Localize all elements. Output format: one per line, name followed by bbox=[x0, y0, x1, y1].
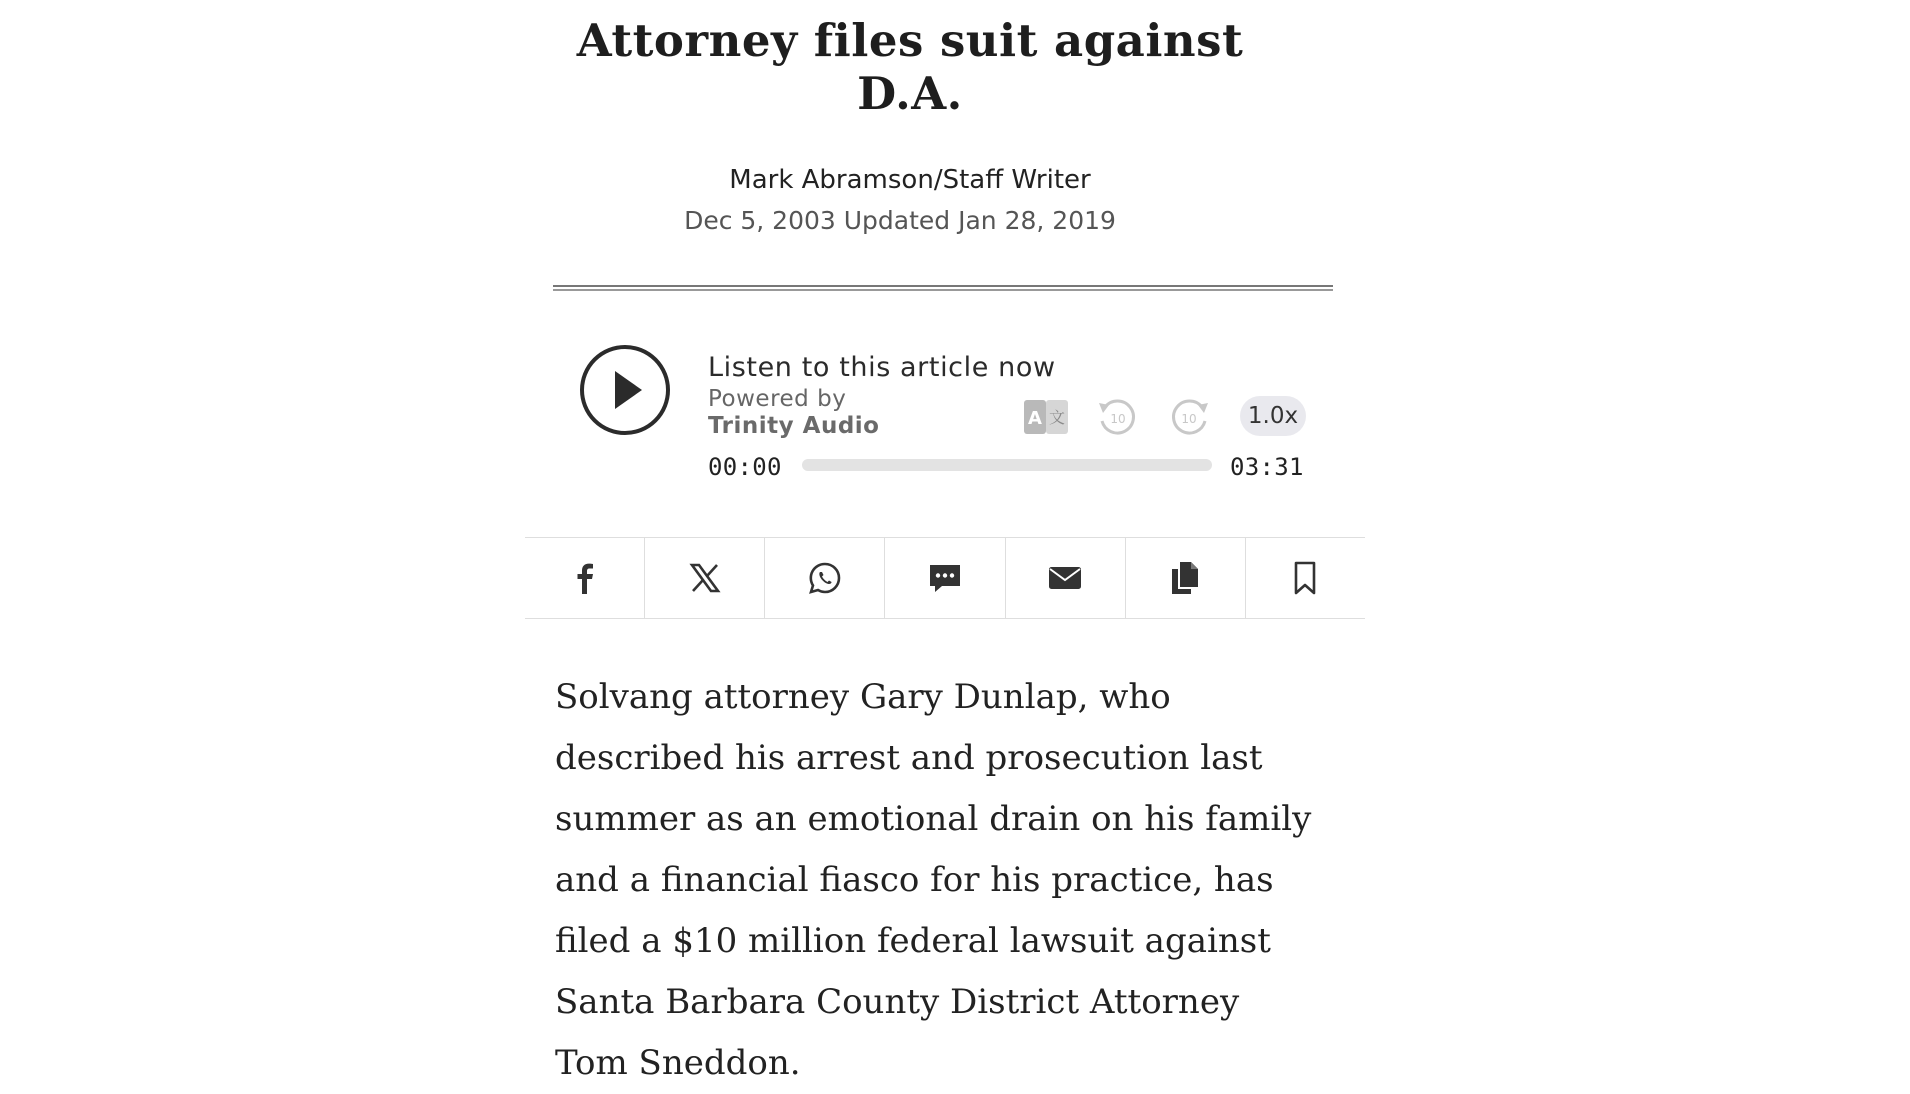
svg-text:10: 10 bbox=[1181, 412, 1197, 426]
header-divider bbox=[553, 285, 1333, 291]
progress-bar[interactable] bbox=[802, 459, 1212, 471]
svg-text:A: A bbox=[1028, 408, 1042, 429]
rewind-10-icon bbox=[1095, 395, 1139, 439]
article-byline[interactable]: Mark Abramson/Staff Writer bbox=[729, 165, 1091, 195]
share-email-button[interactable] bbox=[1006, 538, 1126, 618]
facebook-icon bbox=[567, 560, 603, 596]
article-headline: Attorney files suit against D.A. bbox=[576, 14, 1244, 120]
copy-link-button[interactable] bbox=[1126, 538, 1246, 618]
audio-player bbox=[580, 345, 1315, 485]
player-title: Listen to this article now bbox=[708, 352, 1056, 383]
translate-icon bbox=[1022, 397, 1070, 437]
copy-icon bbox=[1167, 560, 1203, 596]
share-whatsapp-button[interactable] bbox=[765, 538, 885, 618]
play-icon bbox=[584, 349, 666, 431]
sms-icon bbox=[927, 560, 963, 596]
playback-speed-button[interactable]: 1.0x bbox=[1240, 396, 1306, 436]
article-body: Solvang attorney Gary Dunlap, who described his arrest and prosecution last summer as an emotional drain on his family and a financial fiasco for his practice, has filed a $10 million federal lawsuit against Santa Barbara County District Attorney Tom Sneddon. bbox=[555, 677, 1312, 1083]
powered-by-label: Powered by bbox=[708, 386, 847, 412]
share-sms-button[interactable] bbox=[885, 538, 1005, 618]
share-x-button[interactable] bbox=[645, 538, 765, 618]
forward-10-button[interactable] bbox=[1168, 395, 1212, 439]
bookmark-button[interactable] bbox=[1246, 538, 1365, 618]
translate-button[interactable] bbox=[1022, 397, 1070, 437]
article-dateline: Dec 5, 2003 Updated Jan 28, 2019 bbox=[684, 206, 1116, 235]
svg-text:10: 10 bbox=[1110, 412, 1126, 426]
x-icon bbox=[687, 560, 723, 596]
total-time: 03:31 bbox=[1230, 453, 1304, 481]
current-time: 00:00 bbox=[708, 453, 782, 481]
share-facebook-button[interactable] bbox=[525, 538, 645, 618]
rewind-10-button[interactable] bbox=[1095, 395, 1139, 439]
play-button[interactable] bbox=[580, 345, 670, 435]
trinity-audio-link[interactable]: Trinity Audio bbox=[708, 413, 880, 439]
bookmark-icon bbox=[1287, 560, 1323, 596]
share-bar bbox=[525, 537, 1365, 619]
forward-10-icon bbox=[1168, 395, 1212, 439]
svg-text:文: 文 bbox=[1048, 408, 1066, 427]
whatsapp-icon bbox=[807, 560, 843, 596]
email-icon bbox=[1047, 560, 1083, 596]
